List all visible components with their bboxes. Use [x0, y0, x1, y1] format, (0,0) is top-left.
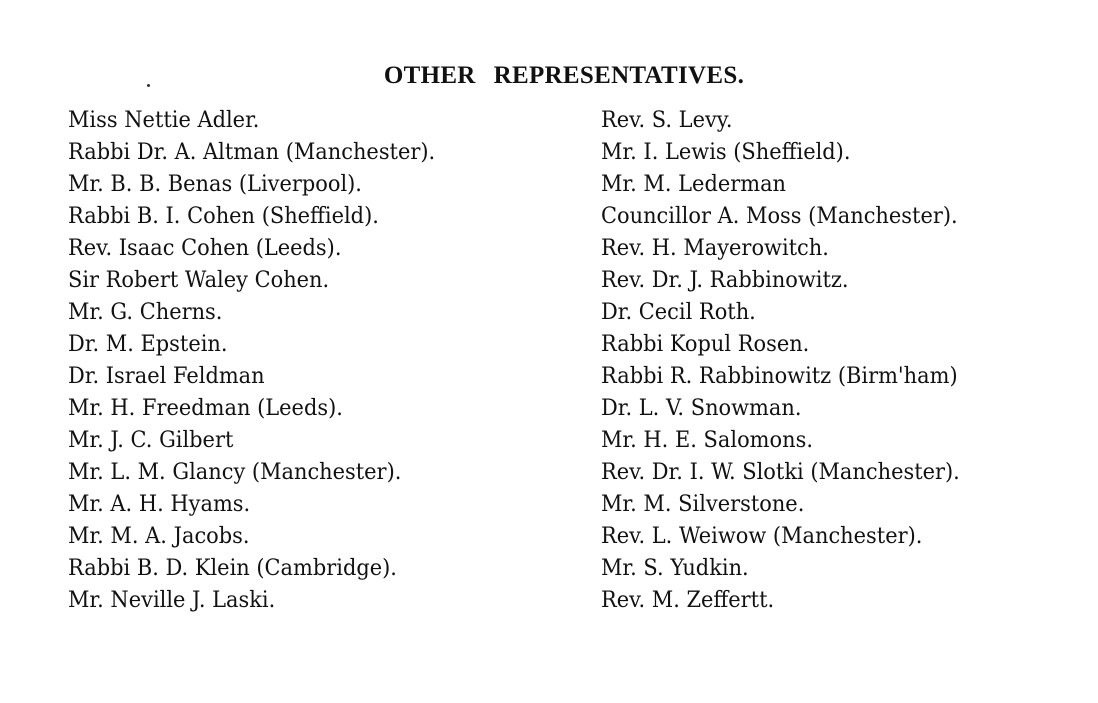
list-item: Mr. A. H. Hyams. [68, 491, 251, 517]
list-item: Dr. L. V. Snowman. [601, 395, 802, 421]
list-item: Rev. L. Weiwow (Manchester). [601, 523, 923, 549]
list-item: Rev. Dr. J. Rabbinowitz. [601, 267, 849, 293]
list-item: Rev. S. Levy. [601, 107, 733, 133]
list-item: Rev. Dr. I. W. Slotki (Manchester). [601, 459, 960, 485]
list-item: Sir Robert Waley Cohen. [68, 267, 330, 293]
representatives-list-right [601, 104, 987, 616]
list-item: Mr. S. Yudkin. [601, 555, 749, 581]
list-item: Rev. Isaac Cohen (Leeds). [68, 235, 342, 261]
list-item: Mr. L. M. Glancy (Manchester). [68, 459, 402, 485]
list-item: Rev. M. Zeffertt. [601, 587, 775, 613]
list-item: Mr. H. E. Salomons. [601, 427, 813, 453]
list-item: Miss Nettie Adler. [68, 107, 260, 133]
list-item: Rabbi R. Rabbinowitz (Birm'ham) [601, 363, 958, 389]
representatives-list-left [68, 104, 463, 616]
list-item: Mr. M. Lederman [601, 171, 787, 197]
list-item: Dr. Israel Feldman [68, 363, 265, 389]
list-item: Mr. H. Freedman (Leeds). [68, 395, 343, 421]
list-item: Dr. M. Epstein. [68, 331, 228, 357]
title-word-other: OTHER [383, 62, 476, 89]
list-item: Mr. J. C. Gilbert [68, 427, 234, 453]
list-item: Rev. H. Mayerowitch. [601, 235, 829, 261]
list-item: Mr. G. Cherns. [68, 299, 223, 325]
list-item: Mr. M. Silverstone. [601, 491, 805, 517]
list-item: Dr. Cecil Roth. [601, 299, 756, 325]
list-item: Mr. Neville J. Laski. [68, 587, 276, 613]
title-word-representatives: REPRESENTATIVES. [493, 62, 745, 89]
list-item: Rabbi B. D. Klein (Cambridge). [68, 555, 397, 581]
print-speck [147, 84, 150, 87]
page-title [0, 62, 1098, 90]
list-item: Mr. B. B. Benas (Liverpool). [68, 171, 362, 197]
list-item: Rabbi Kopul Rosen. [601, 331, 810, 357]
list-item: Councillor A. Moss (Manchester). [601, 203, 958, 229]
list-item: Mr. M. A. Jacobs. [68, 523, 250, 549]
list-item: Mr. I. Lewis (Sheffield). [601, 139, 851, 165]
list-item: Rabbi Dr. A. Altman (Manchester). [68, 139, 436, 165]
list-item: Rabbi B. I. Cohen (Sheffield). [68, 203, 379, 229]
